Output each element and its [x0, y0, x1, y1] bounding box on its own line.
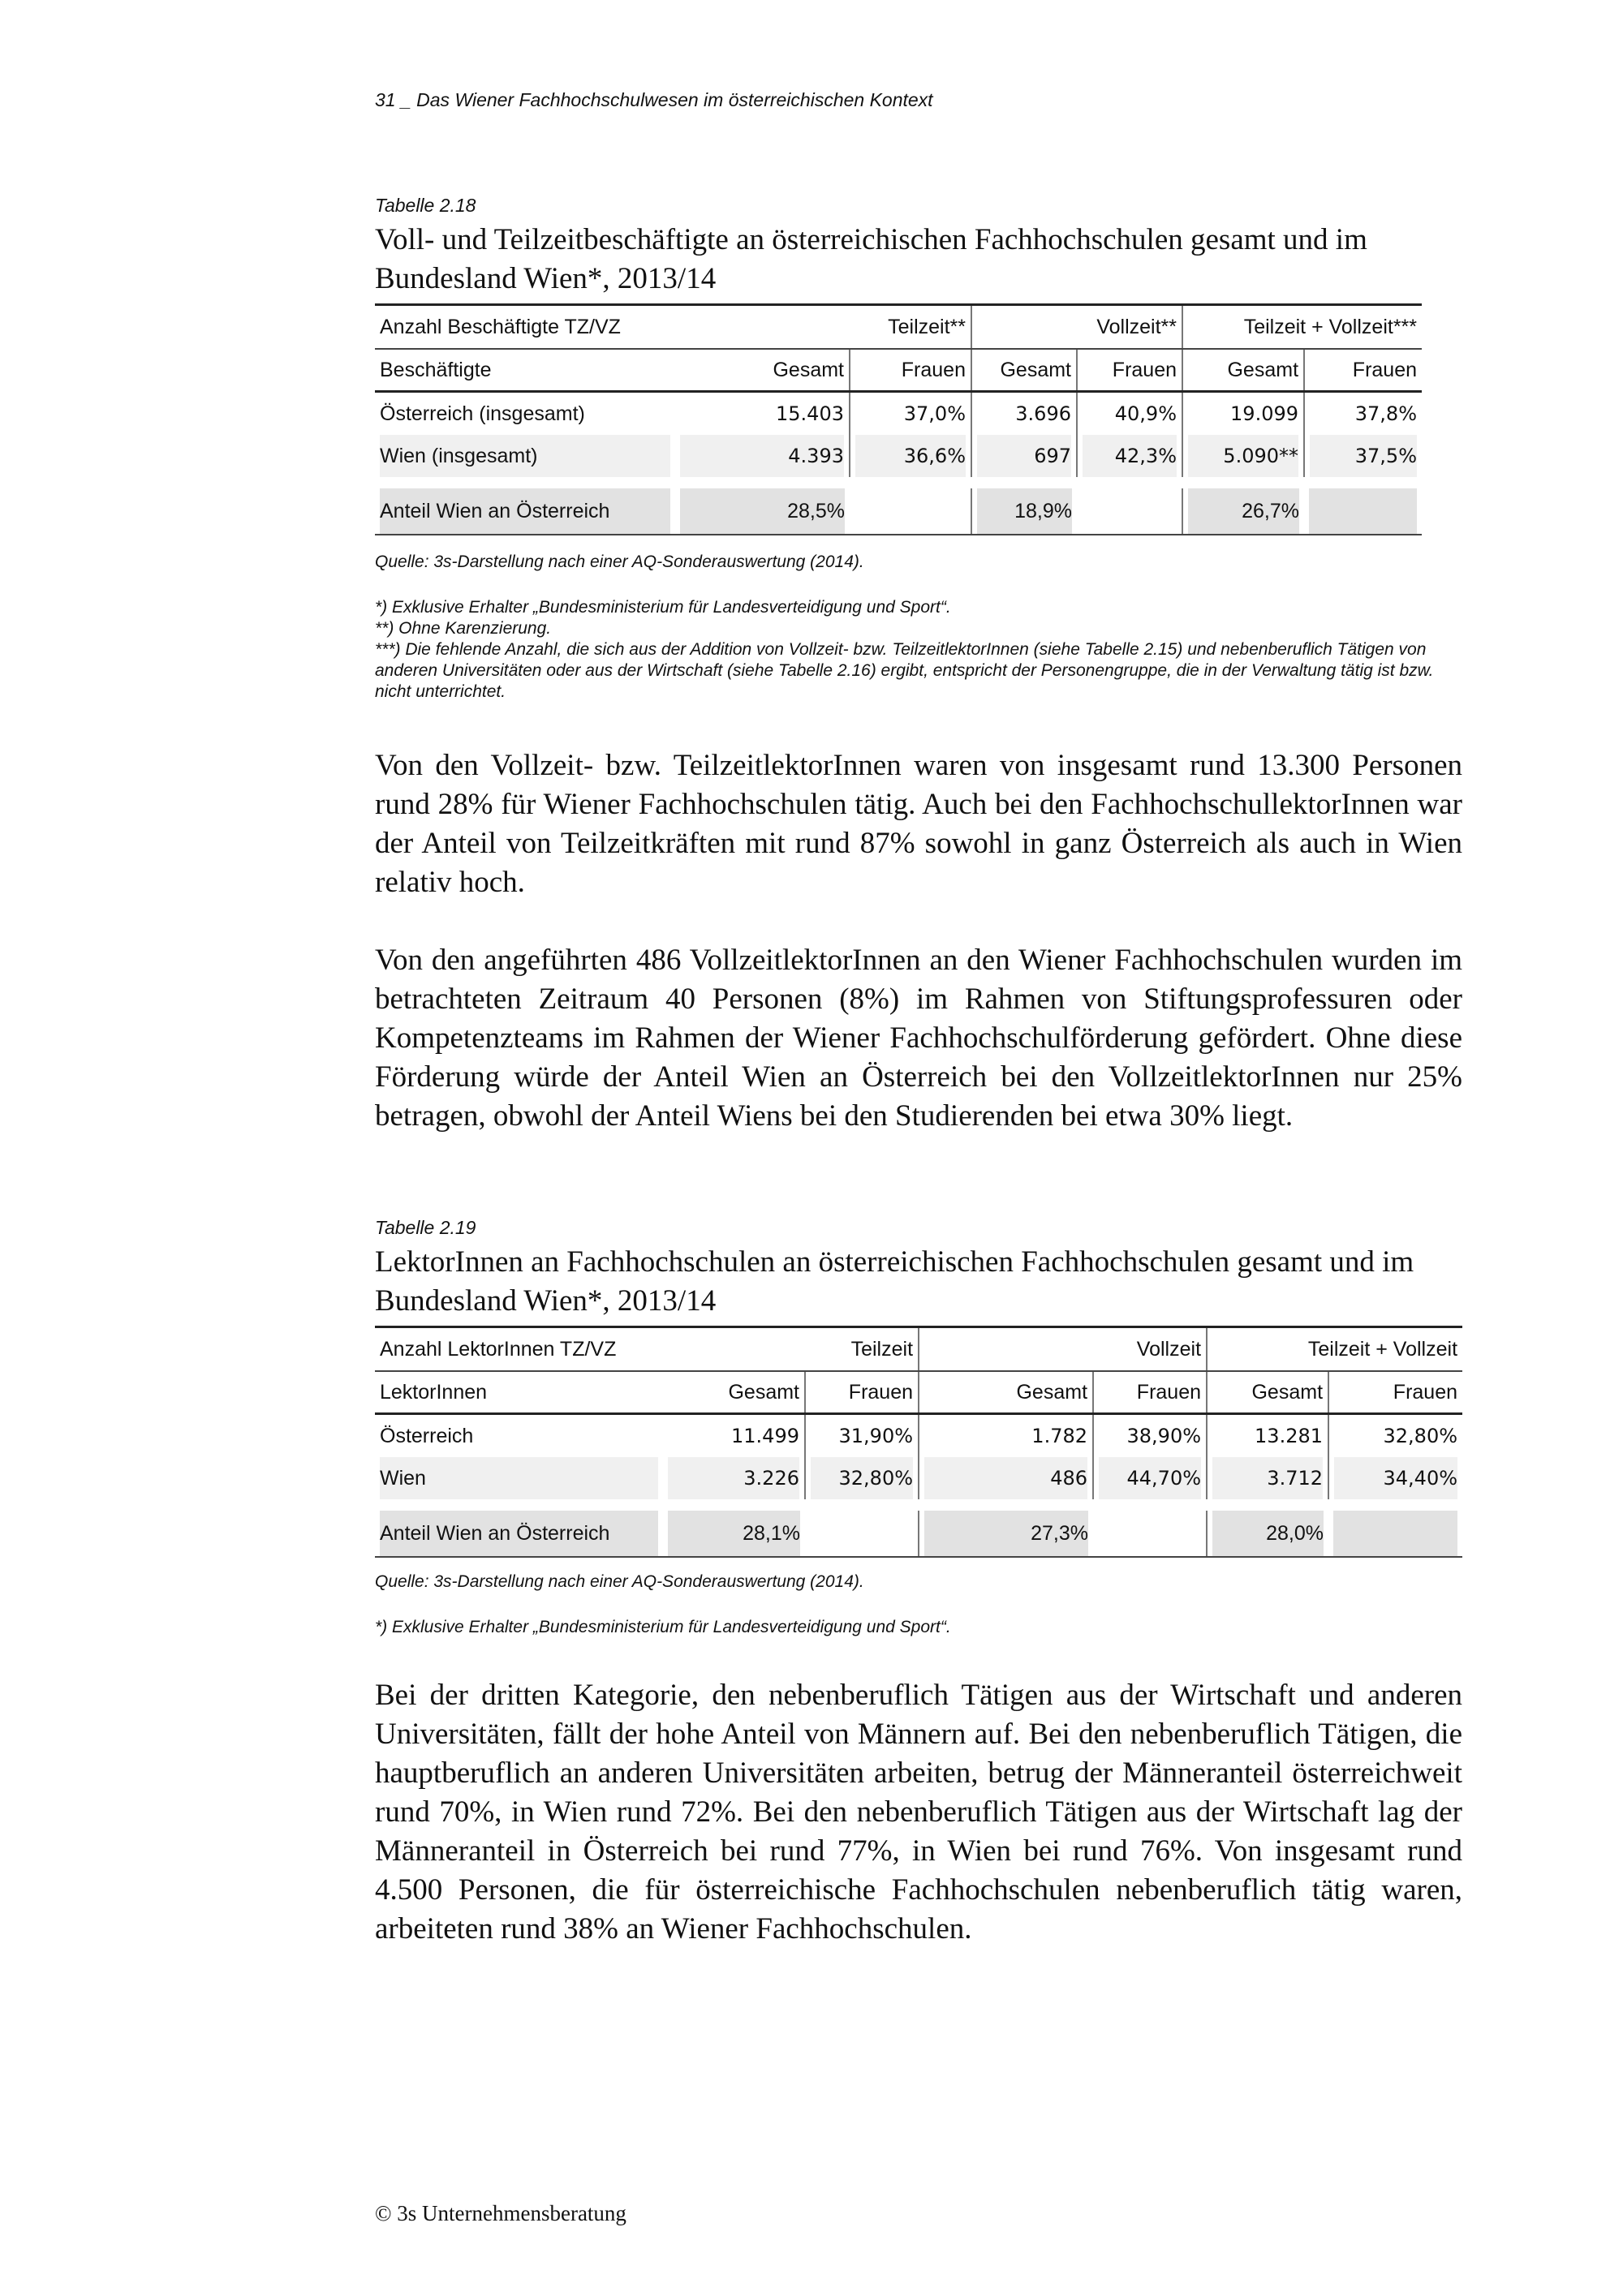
- table1-corner-label: Anzahl Beschäftigte TZ/VZ: [375, 305, 675, 350]
- table1-row-header: Beschäftigte: [375, 349, 675, 392]
- table2-col-sum-frauen: Frauen: [1328, 1371, 1462, 1414]
- cell-tz-frauen: 36,6%: [850, 435, 971, 477]
- cell-tz-frauen: 32,80%: [805, 1457, 919, 1499]
- cell-sum-gesamt: 5.090**: [1182, 435, 1304, 477]
- cell-sum-frauen: 37,5%: [1304, 435, 1422, 477]
- table1-note: ***) Die fehlende Anzahl, die sich aus der Addition von Vollzeit- bzw. TeilzeitlektorInnen (siehe Tabelle 2.15) und nebenberuflich Tätigen von anderen Universitäten oder aus der Wirtschaft (siehe Tabelle 2.16) ergibt, entspricht der Personengruppe, die in der Verwaltung tätig ist bzw. nicht unterrichtet.: [375, 640, 1434, 701]
- table1-sub-header: [375, 349, 1422, 392]
- cell-vz-gesamt: 1.782: [919, 1414, 1093, 1458]
- footer: © 3s Unternehmensberatung: [375, 2201, 626, 2225]
- cell-tz-gesamt: 11.499: [731, 1425, 799, 1447]
- running-header: 31 _ Das Wiener Fachhochschulwesen im österreichischen Kontext: [375, 89, 933, 110]
- table2-group-vollzeit: Vollzeit: [919, 1327, 1207, 1372]
- cell-vz-frauen: 42,3%: [1077, 435, 1182, 477]
- row-label: Wien (insgesamt): [375, 435, 675, 477]
- table1-share-row: [375, 488, 1422, 535]
- table2-corner-label: Anzahl LektorInnen TZ/VZ: [375, 1327, 663, 1372]
- table2-group-teilzeit: Teilzeit: [663, 1327, 919, 1372]
- cell-vz-gesamt: 486: [919, 1457, 1093, 1499]
- table-row: [375, 392, 1422, 436]
- table1-title: Voll- und Teilzeitbeschäftigte an österreichischen Fachhochschulen gesamt und im Bundesland Wien*, 2013/14: [375, 223, 1367, 295]
- cell-vz-frauen: 44,70%: [1093, 1457, 1207, 1499]
- cell-tz-gesamt: 3.226: [663, 1457, 805, 1499]
- cell-tz-gesamt: 15.403: [776, 402, 844, 425]
- table1-col-tz-frauen: Frauen: [850, 349, 971, 392]
- table2-col-vz-frauen: Frauen: [1093, 1371, 1207, 1414]
- cell-sum-frauen: 37,8%: [1304, 392, 1422, 436]
- table1-source: Quelle: 3s-Darstellung nach einer AQ-Sonderauswertung (2014).: [375, 553, 864, 571]
- paragraph: Von den angeführten 486 VollzeitlektorInnen an den Wiener Fachhochschulen wurden im betrachteten Zeitraum 40 Personen (8%) im Rahmen von Stiftungsprofessuren oder Kompetenzteams im Rahmen der Wiener Fachhochschulförderung gefördert. Ohne diese Förderung würde der Anteil Wien an Österreich bei den VollzeitlektorInnen nur 25% betragen, obwohl der Anteil Wiens bei den Studierenden bei etwa 30% liegt.: [375, 944, 1462, 1133]
- table1-col-vz-frauen: Frauen: [1077, 349, 1182, 392]
- table1-col-sum-frauen: Frauen: [1304, 349, 1422, 392]
- table1-col-sum-gesamt: Gesamt: [1182, 349, 1304, 392]
- table1-col-vz-gesamt: Gesamt: [971, 349, 1077, 392]
- table2-group-sum: Teilzeit + Vollzeit: [1207, 1327, 1462, 1372]
- table2-title: LektorInnen an Fachhochschulen an österreichischen Fachhochschulen gesamt und im Bundesland Wien*, 2013/14: [375, 1245, 1414, 1318]
- share-tz: 28,1%: [663, 1511, 805, 1557]
- body-text-block-1: [375, 746, 1462, 1136]
- cell-sum-frauen: 34,40%: [1328, 1457, 1462, 1499]
- body-text-block-2: [375, 1676, 1462, 1949]
- table2-col-tz-frauen: Frauen: [805, 1371, 919, 1414]
- share-tz: 28,5%: [675, 488, 850, 535]
- table2: [375, 1326, 1462, 1558]
- table2-group-header: [375, 1327, 1462, 1372]
- share-sum: 28,0%: [1207, 1511, 1328, 1557]
- table1-notes: [375, 597, 1470, 703]
- cell-tz-gesamt: 4.393: [675, 435, 850, 477]
- table2-share-row: [375, 1511, 1462, 1557]
- cell-vz-frauen: 38,90%: [1093, 1414, 1207, 1458]
- table2-label: Tabelle 2.19: [375, 1217, 476, 1238]
- table-row: [375, 1457, 1462, 1499]
- table2-row-header: LektorInnen: [375, 1371, 663, 1414]
- table2-source: Quelle: 3s-Darstellung nach einer AQ-Sonderauswertung (2014).: [375, 1572, 864, 1591]
- table1-note: *) Exklusive Erhalter „Bundesministerium für Landesverteidigung und Sport“.: [375, 598, 951, 617]
- table1-group-teilzeit: Teilzeit**: [675, 305, 971, 350]
- share-vz: 18,9%: [971, 488, 1077, 535]
- table-row: [375, 435, 1422, 477]
- share-label: Anteil Wien an Österreich: [375, 1511, 663, 1557]
- cell-sum-gesamt: 19.099: [1182, 392, 1304, 436]
- cell-vz-gesamt: 697: [971, 435, 1077, 477]
- table2-col-tz-gesamt: Gesamt: [663, 1371, 805, 1414]
- table1-col-tz-gesamt: Gesamt: [675, 349, 850, 392]
- table2-col-sum-gesamt: Gesamt: [1207, 1371, 1328, 1414]
- table1-group-sum: Teilzeit + Vollzeit***: [1182, 305, 1422, 350]
- cell-vz-gesamt: 3.696: [971, 392, 1077, 436]
- cell-tz-frauen: 31,90%: [805, 1414, 919, 1458]
- row-label: Wien: [375, 1457, 663, 1499]
- share-label: Anteil Wien an Österreich: [375, 488, 675, 535]
- cell-sum-gesamt: 13.281: [1207, 1414, 1328, 1458]
- paragraph: Von den Vollzeit- bzw. TeilzeitlektorInnen waren von insgesamt rund 13.300 Personen rund 28% für Wiener Fachhochschulen tätig. Auch bei den FachhochschullektorInnen war der Anteil von Teilzeitkräften mit rund 87% sowohl in ganz Österreich als auch in Wien relativ hoch.: [375, 749, 1462, 899]
- cell-sum-frauen: 32,80%: [1328, 1414, 1462, 1458]
- cell-tz-frauen: 37,0%: [850, 392, 971, 436]
- table1-label: Tabelle 2.18: [375, 195, 476, 216]
- table2-note: *) Exklusive Erhalter „Bundesministerium für Landesverteidigung und Sport“.: [375, 1618, 951, 1636]
- row-label: Österreich: [380, 1424, 474, 1447]
- table2-col-vz-gesamt: Gesamt: [919, 1371, 1093, 1414]
- cell-vz-frauen: 40,9%: [1077, 392, 1182, 436]
- row-label: Österreich (insgesamt): [380, 402, 585, 425]
- table1-group-header: [375, 305, 1422, 350]
- cell-sum-gesamt: 3.712: [1207, 1457, 1328, 1499]
- share-vz: 27,3%: [919, 1511, 1093, 1557]
- table1: [375, 303, 1422, 535]
- share-sum: 26,7%: [1182, 488, 1304, 535]
- table2-sub-header: [375, 1371, 1462, 1414]
- table1-group-vollzeit: Vollzeit**: [971, 305, 1182, 350]
- table1-note: **) Ohne Karenzierung.: [375, 619, 552, 638]
- paragraph: Bei der dritten Kategorie, den nebenberuflich Tätigen aus der Wirtschaft und anderen Universitäten, fällt der hohe Anteil von Männern auf. Bei den nebenberuflich Tätigen, die hauptberuflich an anderen Universitäten arbeiten, betrug der Männeranteil österreichweit rund 70%, in Wien rund 72%. Bei den nebenberuflich Tätigen aus der Wirtschaft lag der Männeranteil in Österreich bei rund 77%, in Wien bei rund 76%. Von insgesamt rund 4.500 Personen, die für österreichische Fachhochschulen nebenberuflich tätig waren, arbeiteten rund 38% an Wiener Fachhochschulen.: [375, 1679, 1462, 1946]
- table-row: [375, 1414, 1462, 1458]
